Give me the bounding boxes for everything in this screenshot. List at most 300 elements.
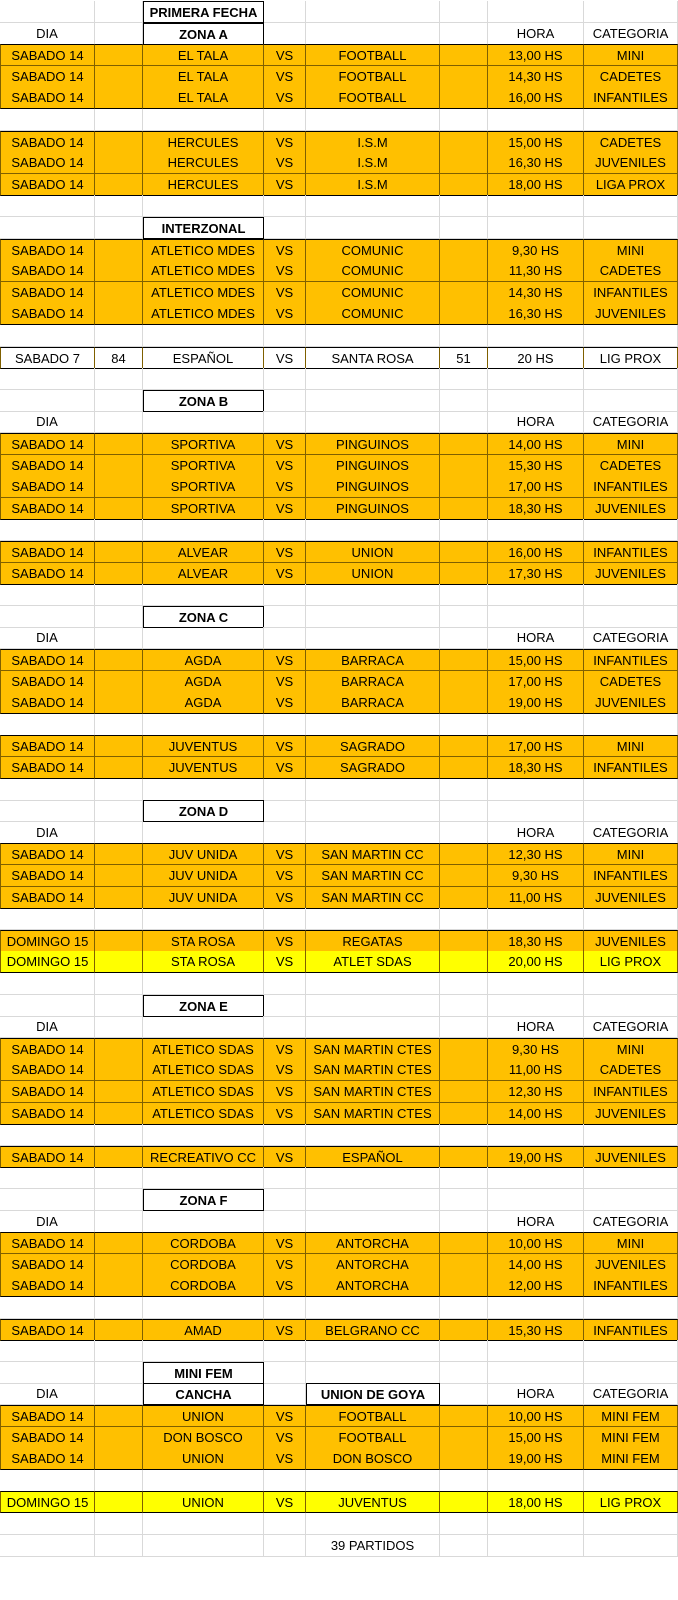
home-team-cell <box>143 1513 264 1535</box>
score-home-cell <box>95 649 143 671</box>
time-cell <box>488 1167 584 1189</box>
category-cell <box>584 1470 678 1492</box>
away-team-cell: ANTORCHA <box>306 1254 440 1276</box>
category-cell: INFANTILES <box>584 1275 678 1297</box>
blank-row <box>0 973 678 995</box>
day-cell: SABADO 14 <box>0 174 95 196</box>
time-cell: 14,30 HS <box>488 66 584 88</box>
section-title-row <box>0 390 678 412</box>
vs-cell <box>264 606 306 628</box>
vs-cell: VS <box>264 476 306 498</box>
away-team-cell: ANTORCHA <box>306 1275 440 1297</box>
home-team-cell: SPORTIVA <box>143 476 264 498</box>
time-cell: 18,00 HS <box>488 174 584 196</box>
match-row <box>0 282 678 304</box>
score-home-cell <box>95 282 143 304</box>
vs-cell: VS <box>264 260 306 282</box>
score-away-cell <box>440 951 488 973</box>
match-row <box>0 1427 678 1449</box>
time-cell: 9,30 HS <box>488 239 584 261</box>
score-away-cell <box>440 973 488 995</box>
home-team-cell <box>143 1124 264 1146</box>
home-team-cell: AMAD <box>143 1319 264 1341</box>
score-home-cell <box>95 1059 143 1081</box>
category-cell: JUVENILES <box>584 303 678 325</box>
time-cell <box>488 1124 584 1146</box>
column-header-row <box>0 627 678 649</box>
away-team-cell <box>306 1 440 23</box>
match-row <box>0 347 678 369</box>
score-home-cell <box>95 930 143 952</box>
match-row <box>0 131 678 153</box>
away-team-cell: BARRACA <box>306 671 440 693</box>
vs-cell: VS <box>264 44 306 66</box>
score-away-cell <box>440 671 488 693</box>
away-team-cell: PINGUINOS <box>306 476 440 498</box>
vs-cell: VS <box>264 87 306 109</box>
score-away-cell <box>440 217 488 239</box>
time-cell <box>488 1 584 23</box>
score-away-cell <box>440 1448 488 1470</box>
category-cell: MINI <box>584 433 678 455</box>
vs-cell <box>264 109 306 131</box>
away-team-cell: JUVENTUS <box>306 1491 440 1513</box>
time-cell: 17,30 HS <box>488 563 584 585</box>
day-cell: SABADO 14 <box>0 131 95 153</box>
score-home-cell <box>95 563 143 585</box>
away-team-cell: I.S.M <box>306 174 440 196</box>
vs-cell <box>264 368 306 390</box>
time-cell: 11,30 HS <box>488 260 584 282</box>
day-cell: SABADO 14 <box>0 563 95 585</box>
home-team-cell: SPORTIVA <box>143 498 264 520</box>
section-title: ZONA C <box>143 606 264 628</box>
time-cell <box>488 973 584 995</box>
section-title: INTERZONAL <box>143 217 264 239</box>
home-team-cell: ATLETICO MDES <box>143 282 264 304</box>
day-cell <box>0 325 95 347</box>
score-home-cell <box>95 1232 143 1254</box>
time-cell: 12,30 HS <box>488 843 584 865</box>
score-home-cell <box>95 303 143 325</box>
score-away-cell <box>440 1535 488 1557</box>
score-away-cell <box>440 152 488 174</box>
score-home-cell <box>95 1016 143 1038</box>
day-cell <box>0 1513 95 1535</box>
time-cell: 9,30 HS <box>488 1038 584 1060</box>
score-away-cell <box>440 390 488 412</box>
vs-cell: VS <box>264 282 306 304</box>
home-team-cell <box>143 1211 264 1233</box>
category-cell <box>584 779 678 801</box>
home-team-cell: ATLETICO MDES <box>143 239 264 261</box>
match-row <box>0 692 678 714</box>
score-home-cell <box>95 498 143 520</box>
category-cell: MINI <box>584 44 678 66</box>
day-cell <box>0 1535 95 1557</box>
time-cell: HORA <box>488 627 584 649</box>
score-away-cell <box>440 779 488 801</box>
time-cell: 19,00 HS <box>488 1146 584 1168</box>
day-cell: SABADO 14 <box>0 1319 95 1341</box>
home-team-cell <box>143 584 264 606</box>
score-home-cell <box>95 1297 143 1319</box>
score-home-cell <box>95 1 143 23</box>
category-cell: CATEGORIA <box>584 822 678 844</box>
vs-cell <box>264 1470 306 1492</box>
match-row <box>0 1275 678 1297</box>
score-home-cell <box>95 217 143 239</box>
vs-cell: VS <box>264 887 306 909</box>
away-team-cell: COMUNIC <box>306 260 440 282</box>
vs-cell <box>264 1383 306 1405</box>
vs-cell <box>264 1513 306 1535</box>
score-away-cell <box>440 174 488 196</box>
day-cell: SABADO 14 <box>0 1275 95 1297</box>
day-cell: SABADO 14 <box>0 1427 95 1449</box>
day-cell: SABADO 14 <box>0 433 95 455</box>
day-cell: SABADO 14 <box>0 44 95 66</box>
score-home-cell <box>95 390 143 412</box>
time-cell <box>488 1340 584 1362</box>
score-away-cell <box>440 800 488 822</box>
time-cell <box>488 325 584 347</box>
score-away-cell <box>440 1167 488 1189</box>
category-cell: MINI FEM <box>584 1405 678 1427</box>
away-team-cell: I.S.M <box>306 152 440 174</box>
time-cell: 10,00 HS <box>488 1232 584 1254</box>
home-team-cell: JUV UNIDA <box>143 887 264 909</box>
day-cell <box>0 779 95 801</box>
score-away-cell <box>440 109 488 131</box>
blank-row <box>0 1513 678 1535</box>
score-away-cell <box>440 1016 488 1038</box>
day-cell <box>0 390 95 412</box>
score-home-cell <box>95 800 143 822</box>
score-home-cell <box>95 995 143 1017</box>
time-cell: 14,00 HS <box>488 433 584 455</box>
score-home-cell <box>95 1319 143 1341</box>
away-team-cell: SAGRADO <box>306 757 440 779</box>
category-cell: INFANTILES <box>584 1319 678 1341</box>
home-team-cell <box>143 1167 264 1189</box>
day-cell <box>0 217 95 239</box>
away-team-cell <box>306 1362 440 1384</box>
vs-cell <box>264 195 306 217</box>
blank-row <box>0 714 678 736</box>
score-home-cell <box>95 1275 143 1297</box>
score-home-cell <box>95 951 143 973</box>
category-cell <box>584 1167 678 1189</box>
home-team-cell <box>143 519 264 541</box>
category-cell <box>584 325 678 347</box>
vs-cell <box>264 800 306 822</box>
score-away-cell <box>440 1275 488 1297</box>
away-team-cell: UNION <box>306 563 440 585</box>
day-cell: SABADO 14 <box>0 1146 95 1168</box>
day-cell: SABADO 14 <box>0 1059 95 1081</box>
home-team-cell <box>143 1297 264 1319</box>
away-team-cell: ANTORCHA <box>306 1232 440 1254</box>
category-cell: INFANTILES <box>584 541 678 563</box>
match-row <box>0 44 678 66</box>
blank-row <box>0 325 678 347</box>
time-cell: 15,00 HS <box>488 649 584 671</box>
vs-cell: VS <box>264 303 306 325</box>
away-team-cell: SAGRADO <box>306 735 440 757</box>
away-team-cell: BARRACA <box>306 649 440 671</box>
match-row <box>0 87 678 109</box>
match-row <box>0 541 678 563</box>
section-title-row <box>0 217 678 239</box>
score-away-cell <box>440 822 488 844</box>
vs-cell: VS <box>264 174 306 196</box>
away-team-cell: ESPAÑOL <box>306 1146 440 1168</box>
vs-cell: VS <box>264 1448 306 1470</box>
time-cell <box>488 1362 584 1384</box>
away-team-cell <box>306 1124 440 1146</box>
score-away-cell <box>440 433 488 455</box>
day-cell <box>0 995 95 1017</box>
away-team-cell: BARRACA <box>306 692 440 714</box>
home-team-cell <box>143 109 264 131</box>
category-cell: MINI <box>584 843 678 865</box>
home-team-cell: RECREATIVO CC <box>143 1146 264 1168</box>
score-away-cell <box>440 843 488 865</box>
time-cell: HORA <box>488 411 584 433</box>
away-team-cell <box>306 1211 440 1233</box>
time-cell <box>488 606 584 628</box>
score-home-cell <box>95 1405 143 1427</box>
time-cell <box>488 390 584 412</box>
match-row <box>0 757 678 779</box>
home-team-cell: AGDA <box>143 671 264 693</box>
match-row <box>0 1405 678 1427</box>
day-cell: SABADO 14 <box>0 455 95 477</box>
score-home-cell <box>95 1081 143 1103</box>
day-cell <box>0 1470 95 1492</box>
away-team-cell <box>306 325 440 347</box>
vs-cell <box>264 217 306 239</box>
vs-cell <box>264 411 306 433</box>
day-cell: SABADO 14 <box>0 1448 95 1470</box>
score-home-cell: 84 <box>95 347 143 369</box>
category-cell: INFANTILES <box>584 757 678 779</box>
score-home-cell <box>95 779 143 801</box>
category-cell: CATEGORIA <box>584 1211 678 1233</box>
match-row <box>0 1254 678 1276</box>
home-team-cell: HERCULES <box>143 174 264 196</box>
time-cell: 13,00 HS <box>488 44 584 66</box>
score-home-cell <box>95 476 143 498</box>
score-home-cell <box>95 1167 143 1189</box>
match-row <box>0 303 678 325</box>
score-home-cell <box>95 1362 143 1384</box>
score-away-cell <box>440 757 488 779</box>
match-row <box>0 152 678 174</box>
away-team-cell <box>306 1513 440 1535</box>
category-cell: JUVENILES <box>584 1146 678 1168</box>
time-cell: 19,00 HS <box>488 692 584 714</box>
score-home-cell <box>95 843 143 865</box>
home-team-cell: ATLETICO MDES <box>143 303 264 325</box>
time-cell <box>488 995 584 1017</box>
day-cell: SABADO 14 <box>0 541 95 563</box>
score-home-cell <box>95 584 143 606</box>
blank-row <box>0 584 678 606</box>
vs-cell: VS <box>264 1059 306 1081</box>
score-away-cell <box>440 1491 488 1513</box>
vs-cell: VS <box>264 239 306 261</box>
away-team-cell <box>306 109 440 131</box>
home-team-cell <box>143 908 264 930</box>
day-cell <box>0 1189 95 1211</box>
score-home-cell <box>95 671 143 693</box>
time-cell: 14,00 HS <box>488 1254 584 1276</box>
time-cell: 20,00 HS <box>488 951 584 973</box>
home-team-cell: ATLETICO SDAS <box>143 1081 264 1103</box>
match-row <box>0 735 678 757</box>
home-team-cell: ESPAÑOL <box>143 347 264 369</box>
time-cell: 20 HS <box>488 347 584 369</box>
score-home-cell <box>95 131 143 153</box>
vs-cell <box>264 779 306 801</box>
home-team-cell <box>143 195 264 217</box>
home-team-cell <box>143 779 264 801</box>
score-away-cell <box>440 1038 488 1060</box>
score-home-cell <box>95 325 143 347</box>
day-cell: SABADO 14 <box>0 87 95 109</box>
score-home-cell <box>95 541 143 563</box>
home-team-cell: SPORTIVA <box>143 455 264 477</box>
match-row <box>0 843 678 865</box>
vs-cell: VS <box>264 1319 306 1341</box>
match-row <box>0 66 678 88</box>
score-away-cell <box>440 1383 488 1405</box>
score-home-cell <box>95 1189 143 1211</box>
category-cell: CADETES <box>584 66 678 88</box>
score-home-cell <box>95 368 143 390</box>
time-cell: 10,00 HS <box>488 1405 584 1427</box>
score-home-cell <box>95 1103 143 1125</box>
vs-cell <box>264 1362 306 1384</box>
match-row <box>0 1232 678 1254</box>
category-cell: LIGA PROX <box>584 174 678 196</box>
category-cell: INFANTILES <box>584 865 678 887</box>
category-cell: MINI <box>584 239 678 261</box>
blank-row <box>0 519 678 541</box>
time-cell: 17,00 HS <box>488 735 584 757</box>
score-away-cell <box>440 195 488 217</box>
away-team-cell: SAN MARTIN CC <box>306 843 440 865</box>
time-cell <box>488 584 584 606</box>
vs-cell: VS <box>264 735 306 757</box>
time-cell <box>488 217 584 239</box>
time-cell: 9,30 HS <box>488 865 584 887</box>
section-title: MINI FEM <box>143 1362 264 1384</box>
time-cell: 18,00 HS <box>488 1491 584 1513</box>
vs-cell: VS <box>264 671 306 693</box>
time-cell: 18,30 HS <box>488 930 584 952</box>
day-cell: DIA <box>0 822 95 844</box>
time-cell: 12,00 HS <box>488 1275 584 1297</box>
vs-cell <box>264 1340 306 1362</box>
home-team-cell: UNION <box>143 1448 264 1470</box>
away-team-cell: COMUNIC <box>306 239 440 261</box>
day-cell: SABADO 14 <box>0 239 95 261</box>
score-away-cell <box>440 584 488 606</box>
day-cell: SABADO 14 <box>0 303 95 325</box>
time-cell <box>488 109 584 131</box>
home-team-cell: HERCULES <box>143 131 264 153</box>
category-cell: JUVENILES <box>584 498 678 520</box>
away-team-cell <box>306 606 440 628</box>
vs-cell: VS <box>264 692 306 714</box>
time-cell <box>488 1189 584 1211</box>
match-row <box>0 260 678 282</box>
away-team-cell: COMUNIC <box>306 303 440 325</box>
category-cell <box>584 1513 678 1535</box>
section-title-row <box>0 1362 678 1384</box>
category-cell <box>584 1297 678 1319</box>
score-away-cell <box>440 455 488 477</box>
column-header-row <box>0 23 678 45</box>
day-cell: SABADO 14 <box>0 735 95 757</box>
score-home-cell <box>95 23 143 45</box>
day-cell: SABADO 14 <box>0 1232 95 1254</box>
day-cell: SABADO 14 <box>0 476 95 498</box>
away-team-cell <box>306 368 440 390</box>
category-cell: LIG PROX <box>584 951 678 973</box>
home-team-cell: ALVEAR <box>143 541 264 563</box>
score-home-cell <box>95 1340 143 1362</box>
vs-cell: VS <box>264 1254 306 1276</box>
score-home-cell <box>95 692 143 714</box>
score-away-cell <box>440 1124 488 1146</box>
score-away-cell <box>440 606 488 628</box>
vs-cell <box>264 1124 306 1146</box>
away-team-cell: SAN MARTIN CTES <box>306 1103 440 1125</box>
home-team-cell <box>143 822 264 844</box>
category-cell: INFANTILES <box>584 476 678 498</box>
away-team-cell: DON BOSCO <box>306 1448 440 1470</box>
match-row <box>0 1146 678 1168</box>
away-team-cell <box>306 1470 440 1492</box>
score-home-cell <box>95 260 143 282</box>
section-title-row <box>0 1189 678 1211</box>
away-team-cell <box>306 908 440 930</box>
category-cell: JUVENILES <box>584 887 678 909</box>
away-team-cell: 39 PARTIDOS <box>306 1535 440 1557</box>
day-cell <box>0 195 95 217</box>
score-home-cell <box>95 865 143 887</box>
vs-cell: VS <box>264 1038 306 1060</box>
day-cell <box>0 1340 95 1362</box>
away-team-cell: ATLET SDAS <box>306 951 440 973</box>
day-cell: DIA <box>0 1383 95 1405</box>
vs-cell: VS <box>264 1275 306 1297</box>
category-cell <box>584 368 678 390</box>
home-team-cell <box>143 627 264 649</box>
section-title-row <box>0 1 678 23</box>
section-title: ZONA E <box>143 995 264 1017</box>
score-home-cell <box>95 606 143 628</box>
score-home-cell <box>95 1383 143 1405</box>
away-team-cell: UNION <box>306 541 440 563</box>
time-cell: 15,00 HS <box>488 1427 584 1449</box>
away-team-cell: SAN MARTIN CC <box>306 887 440 909</box>
day-cell: SABADO 14 <box>0 887 95 909</box>
